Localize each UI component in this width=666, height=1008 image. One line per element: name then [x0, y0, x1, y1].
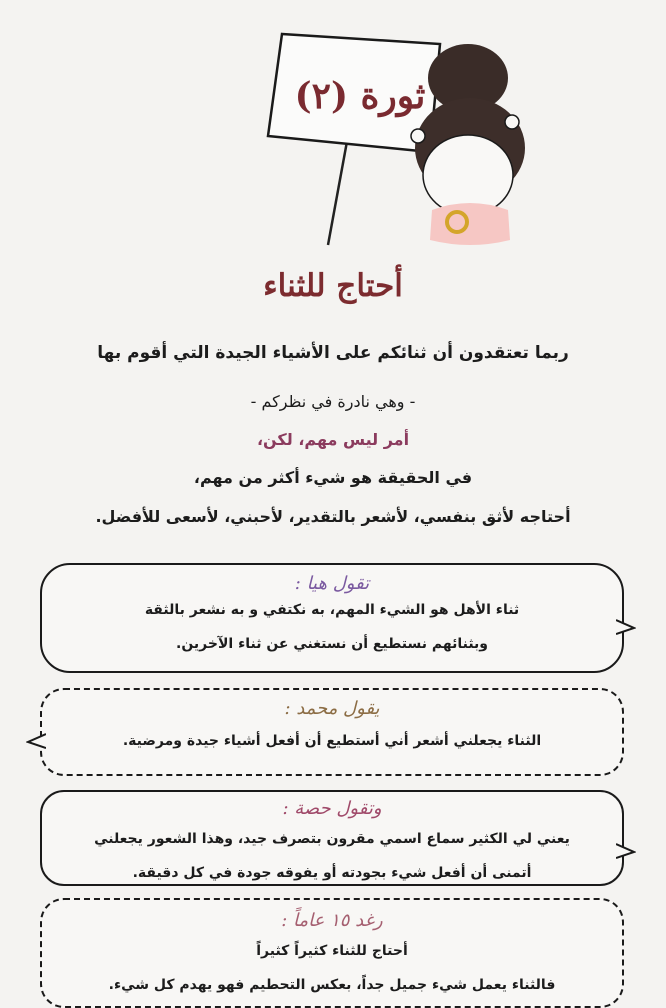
intro-line-1: ربما تعتقدون أن ثنائكم على الأشياء الجيدة التي أقوم بها — [97, 343, 569, 363]
intro-line-3: أمر ليس مهم، لكن، — [256, 430, 410, 449]
quote-card-raghad — [40, 898, 624, 1008]
quote-line: ثناء الأهل هو الشيء المهم، به نكتفي و به نشعر بالثقة — [144, 602, 520, 618]
quote-line: فالثناء يعمل شيء جميل جداً، بعكس التحطيم فهو يهدم كل شيء. — [108, 977, 556, 993]
quote-body — [42, 593, 622, 661]
left-hand — [411, 129, 425, 143]
speech-tail — [616, 618, 636, 638]
face — [423, 135, 513, 215]
quote-body — [42, 822, 622, 890]
intro-line-2: - وهي نادرة في نظركم - — [250, 392, 416, 411]
girl-with-sign-illustration — [0, 0, 666, 260]
quote-line: يعني لي الكثير سماع اسمي مقرون بتصرف جيد، وهذا الشعور يجعلني — [94, 831, 570, 847]
dress — [430, 203, 510, 245]
quote-body — [42, 724, 622, 758]
page-title: أحتاج للثناء — [263, 268, 403, 304]
sign-label: ثورة (٢) — [294, 75, 426, 117]
quote-speaker: يقول محمد : — [284, 698, 380, 719]
intro-line-5: أحتاجه لأثق بنفسي، لأشعر بالتقدير، لأحبني، لأسعى للأفضل. — [95, 507, 571, 526]
right-hand — [505, 115, 519, 129]
speech-tail — [616, 842, 636, 862]
quote-line: أتمنى أن أفعل شيء بجودته أو يفوقه جودة في كل دقيقة. — [132, 865, 532, 881]
quote-line: أحتاج للثناء كثيراً كثيراً — [256, 943, 408, 959]
intro-line-4: في الحقيقة هو شيء أكثر من مهم، — [193, 468, 473, 487]
quote-card-haya — [40, 563, 624, 673]
quote-speaker: تقول هيا : — [294, 573, 370, 594]
quote-speaker: وتقول حصة : — [282, 798, 382, 819]
quote-line: الثناء يجعلني أشعر أني أستطيع أن أفعل أشياء جيدة ومرضية. — [122, 733, 542, 749]
quote-card-hessa — [40, 790, 624, 886]
quote-speaker: رغد ١٥ عاماً : — [281, 910, 383, 931]
speech-tail — [26, 732, 46, 752]
quote-card-mohammed — [40, 688, 624, 776]
quote-body — [42, 934, 622, 1002]
quote-line: وبثنائهم نستطيع أن نستغني عن ثناء الآخرين. — [176, 636, 488, 652]
